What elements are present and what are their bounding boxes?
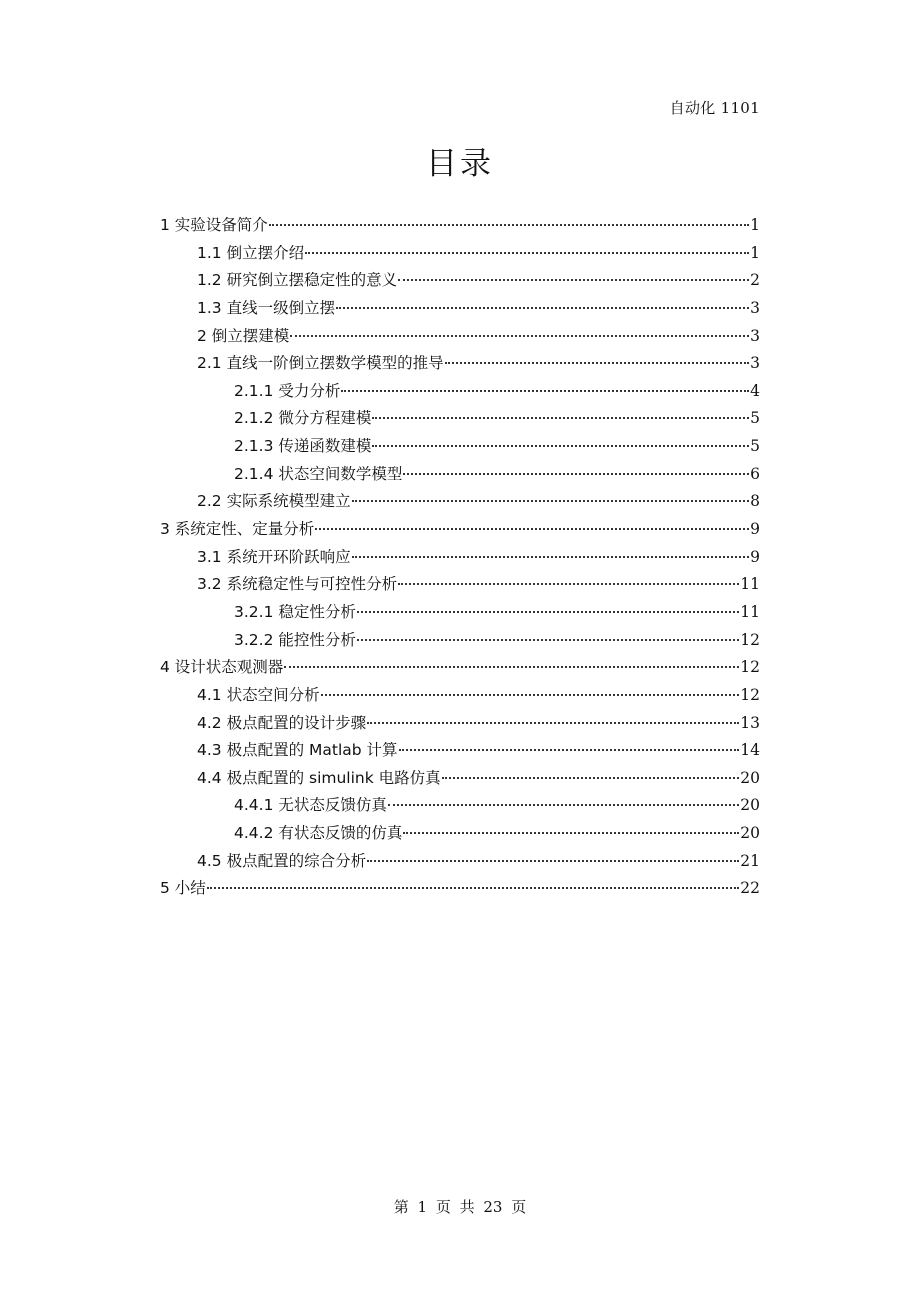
- toc-dot-leader: [290, 333, 749, 337]
- toc-entry-page-number: 4: [750, 381, 760, 400]
- toc-dot-leader: [305, 250, 749, 254]
- toc-dot-leader: [372, 443, 749, 447]
- toc-entry-page-number: 20: [740, 824, 760, 843]
- toc-dot-leader: [315, 526, 749, 530]
- toc-dot-leader: [388, 802, 739, 806]
- page-title: 目录: [426, 146, 494, 182]
- toc-entry-page-number: 2: [750, 271, 760, 290]
- toc-entry-page-number: 6: [750, 464, 760, 483]
- toc-entry-page-number: 5: [750, 437, 760, 456]
- toc-entry-label: 4.4.1 无状态反馈仿真: [234, 796, 387, 815]
- toc-dot-leader: [367, 720, 739, 724]
- toc-entry-label: 2 倒立摆建模: [197, 326, 290, 345]
- toc-dot-leader: [403, 830, 739, 834]
- toc-entry-page-number: 3: [750, 298, 760, 317]
- toc-entry-page-number: 12: [740, 685, 760, 704]
- toc-entry-label: 4.3 极点配置的 Matlab 计算: [197, 741, 398, 760]
- toc-entry-page-number: 12: [740, 658, 760, 677]
- toc-dot-leader: [341, 388, 749, 392]
- toc-entry-page-number: 13: [740, 713, 760, 732]
- toc-entry[interactable]: [160, 654, 760, 682]
- toc-dot-leader: [284, 664, 739, 668]
- toc-entry[interactable]: [160, 433, 760, 461]
- toc-entry[interactable]: [160, 544, 760, 572]
- toc-entry[interactable]: [160, 820, 760, 848]
- toc-entry[interactable]: [160, 627, 760, 655]
- toc-entry[interactable]: [160, 710, 760, 738]
- toc-entry-page-number: 5: [750, 409, 760, 428]
- toc-dot-leader: [442, 775, 740, 779]
- toc-entry-page-number: 11: [740, 575, 760, 594]
- toc-dot-leader: [398, 277, 749, 281]
- toc-entry-label: 3.2.2 能控性分析: [234, 630, 356, 649]
- toc-dot-leader: [403, 471, 749, 475]
- class-label: 自动化 1101: [669, 99, 760, 117]
- toc-entry[interactable]: [160, 875, 760, 903]
- toc-entry[interactable]: [160, 212, 760, 240]
- toc-entry-page-number: 9: [750, 520, 760, 539]
- toc-dot-leader: [207, 885, 739, 889]
- toc-entry[interactable]: [160, 488, 760, 516]
- toc-entry-label: 2.1.1 受力分析: [234, 381, 341, 400]
- toc-dot-leader: [372, 415, 749, 419]
- toc-entry-label: 2.2 实际系统模型建立: [197, 492, 351, 511]
- toc-entry-page-number: 20: [740, 768, 760, 787]
- toc-entry-label: 3.2 系统稳定性与可控性分析: [197, 575, 398, 594]
- toc-entry-label: 3.2.1 稳定性分析: [234, 602, 356, 621]
- toc-entry-page-number: 9: [750, 547, 760, 566]
- toc-dot-leader: [398, 581, 739, 585]
- table-of-contents: [160, 212, 760, 903]
- toc-entry[interactable]: [160, 516, 760, 544]
- toc-entry-page-number: 1: [750, 243, 760, 262]
- toc-entry-label: 5 小结: [160, 879, 206, 898]
- toc-entry[interactable]: [160, 682, 760, 710]
- toc-entry[interactable]: [160, 599, 760, 627]
- toc-entry-label: 4.5 极点配置的综合分析: [197, 851, 367, 870]
- toc-dot-leader: [357, 637, 739, 641]
- toc-entry-page-number: 3: [750, 326, 760, 345]
- toc-entry-label: 3 系统定性、定量分析: [160, 520, 315, 539]
- toc-entry-page-number: 11: [740, 602, 760, 621]
- toc-entry-page-number: 22: [740, 879, 760, 898]
- toc-dot-leader: [336, 305, 749, 309]
- toc-entry-label: 4.1 状态空间分析: [197, 685, 320, 704]
- toc-dot-leader: [352, 554, 750, 558]
- toc-entry[interactable]: [160, 405, 760, 433]
- toc-entry-label: 1.1 倒立摆介绍: [197, 243, 305, 262]
- toc-entry-label: 3.1 系统开环阶跃响应: [197, 547, 351, 566]
- toc-entry[interactable]: [160, 350, 760, 378]
- toc-dot-leader: [352, 498, 750, 502]
- toc-entry[interactable]: [160, 378, 760, 406]
- toc-dot-leader: [321, 692, 740, 696]
- toc-dot-leader: [367, 858, 739, 862]
- toc-entry-label: 1.2 研究倒立摆稳定性的意义: [197, 271, 398, 290]
- toc-entry[interactable]: [160, 571, 760, 599]
- toc-entry-label: 4.2 极点配置的设计步骤: [197, 713, 367, 732]
- toc-entry-label: 4.4 极点配置的 simulink 电路仿真: [197, 768, 441, 787]
- toc-entry[interactable]: [160, 267, 760, 295]
- toc-entry-page-number: 1: [750, 216, 760, 234]
- toc-entry-page-number: 12: [740, 630, 760, 649]
- toc-entry[interactable]: [160, 737, 760, 765]
- toc-dot-leader: [445, 360, 750, 364]
- toc-entry[interactable]: [160, 765, 760, 793]
- toc-entry-label: 1 实验设备简介: [160, 216, 268, 234]
- toc-entry-page-number: 14: [740, 741, 760, 760]
- toc-entry[interactable]: [160, 848, 760, 876]
- toc-entry[interactable]: [160, 461, 760, 489]
- toc-entry[interactable]: [160, 323, 760, 351]
- toc-entry-page-number: 20: [740, 796, 760, 815]
- toc-entry-label: 2.1.3 传递函数建模: [234, 437, 372, 456]
- page-indicator: 第 1 页 共 23 页: [393, 1198, 527, 1216]
- toc-dot-leader: [357, 609, 739, 613]
- toc-entry-label: 4.4.2 有状态反馈的仿真: [234, 824, 403, 843]
- toc-entry-page-number: 3: [750, 354, 760, 373]
- toc-entry-label: 1.3 直线一级倒立摆: [197, 298, 336, 317]
- toc-entry-page-number: 8: [750, 492, 760, 511]
- toc-entry[interactable]: [160, 240, 760, 268]
- toc-dot-leader: [399, 747, 740, 751]
- toc-entry-label: 2.1.4 状态空间数学模型: [234, 464, 403, 483]
- toc-entry[interactable]: [160, 295, 760, 323]
- toc-entry-page-number: 21: [740, 851, 760, 870]
- toc-entry-label: 4 设计状态观测器: [160, 658, 284, 677]
- toc-entry-label: 2.1.2 微分方程建模: [234, 409, 372, 428]
- toc-entry-label: 2.1 直线一阶倒立摆数学模型的推导: [197, 354, 444, 373]
- toc-dot-leader: [269, 222, 749, 226]
- toc-entry[interactable]: [160, 792, 760, 820]
